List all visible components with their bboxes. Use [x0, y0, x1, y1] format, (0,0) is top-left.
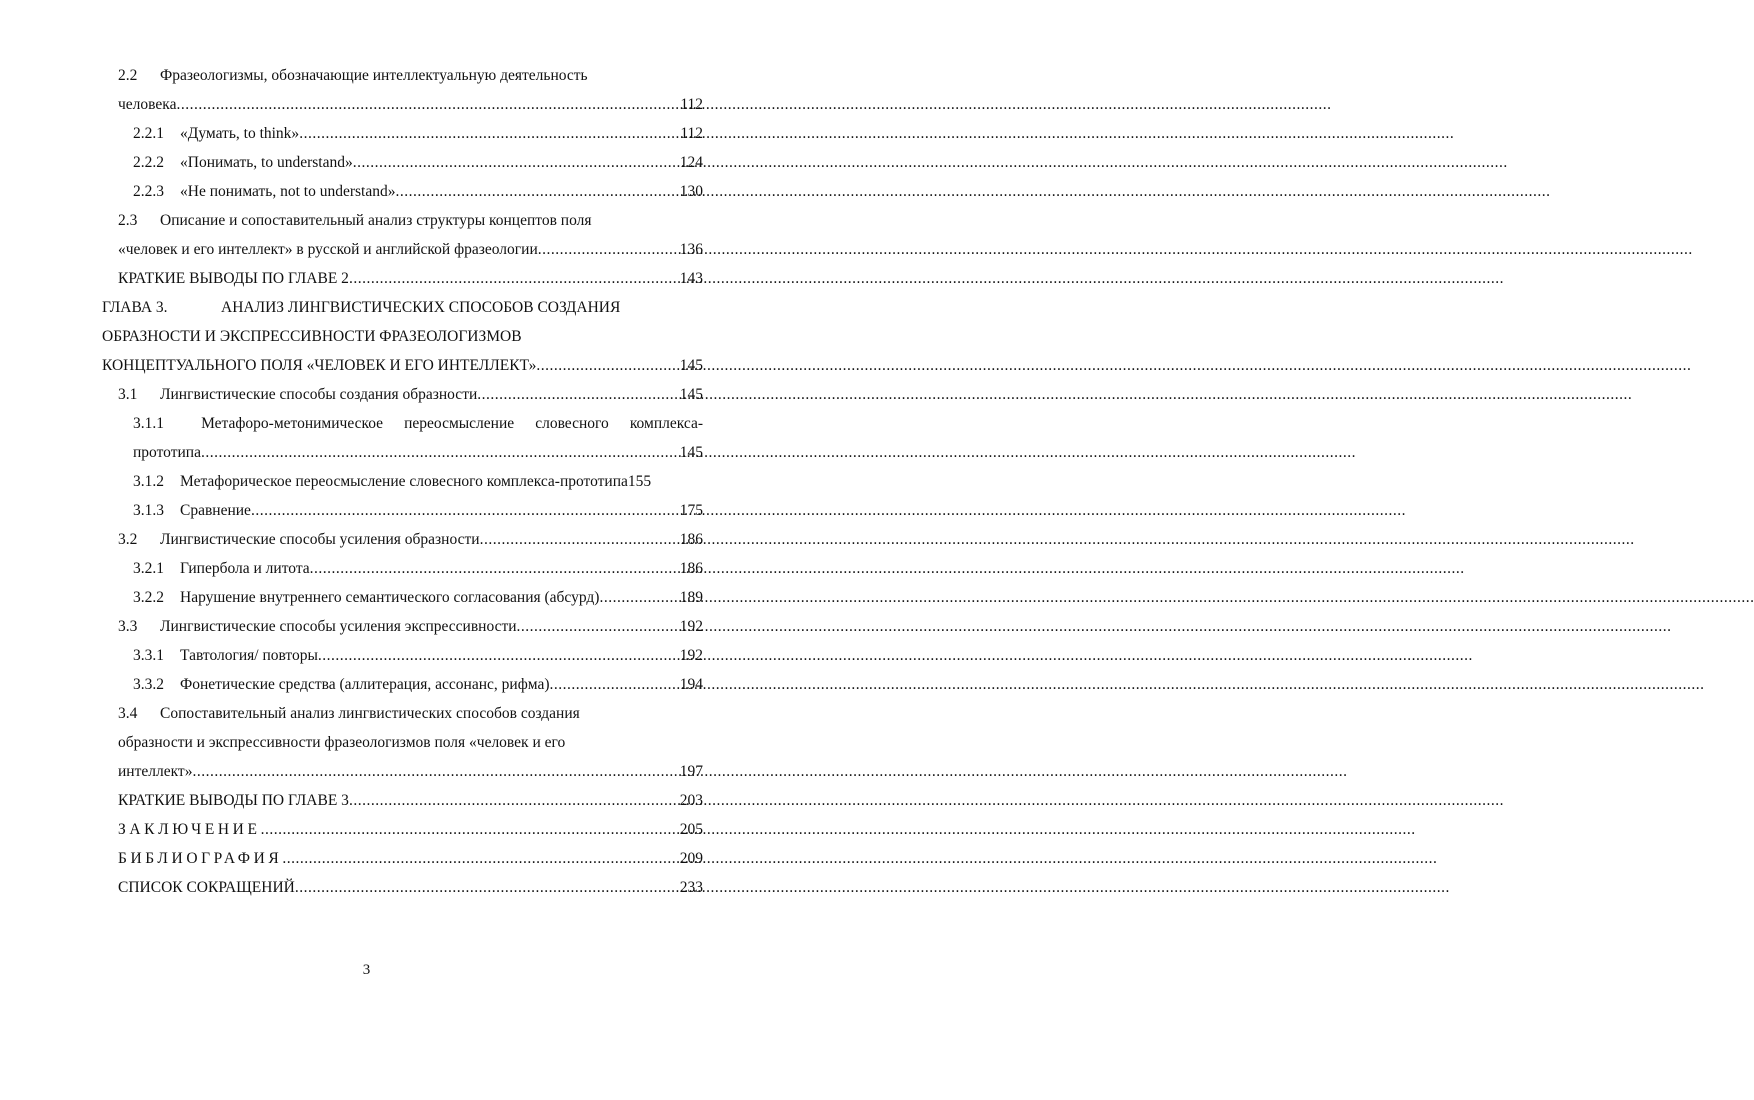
toc-entry-2-2	[118, 66, 703, 86]
toc-entry-summary-ch3	[118, 791, 703, 811]
toc-page-number: 145	[679, 444, 703, 461]
toc-entry-number: 3.2.2	[133, 589, 164, 606]
toc-entry-title-cont: «человек и его интеллект» в русской и английской фразеологии	[118, 241, 538, 258]
toc-entry-number: 3.3.1	[133, 647, 164, 664]
toc-entry-3-1-1	[133, 414, 703, 434]
toc-entry-word: словесного	[535, 415, 609, 432]
toc-entry-title: Фразеологизмы, обозначающие интеллектуальную деятельность	[160, 67, 588, 84]
toc-entry-title-cont: образности и экспрессивности фразеологизмов поля «человек и его	[118, 734, 566, 751]
toc-entry-2-2-2	[133, 153, 703, 173]
toc-entry-title: Нарушение внутреннего семантического согласования (абсурд)	[180, 589, 600, 606]
toc-page-number: 136	[679, 241, 703, 258]
toc-entry-title: Лингвистические способы усиления экспрессивности	[160, 618, 517, 635]
toc-page-number: 112	[680, 125, 703, 142]
toc-entry-abbreviations	[118, 878, 703, 898]
toc-entry-3-2-1	[133, 559, 703, 579]
toc-entry-number: 3.1.2	[133, 473, 164, 490]
page-number: 3	[362, 962, 371, 978]
toc-page-number: 189	[679, 589, 703, 606]
toc-entry-3-2-2	[133, 588, 703, 608]
toc-entry-2-2-1	[133, 124, 703, 144]
toc-page-number: 145	[679, 386, 703, 403]
toc-entry-number: 3.4	[118, 705, 138, 722]
toc-leader-dots	[261, 820, 679, 840]
toc-leader-dots	[517, 617, 679, 637]
toc-entry-3-2	[118, 530, 703, 550]
toc-entry-title: Гипербола и литота	[180, 560, 310, 577]
toc-leader-dots	[251, 501, 679, 521]
toc-leader-dots	[310, 559, 679, 579]
toc-entry-number: 2.2	[118, 67, 138, 84]
toc-entry-title-cont: КОНЦЕПТУАЛЬНОГО ПОЛЯ «ЧЕЛОВЕК И ЕГО ИНТЕЛЛЕКТ»	[102, 357, 537, 374]
toc-leader-dots	[599, 588, 678, 608]
toc-entry-3-4-cont2	[118, 762, 703, 782]
toc-entry-3-1-1-cont	[133, 443, 703, 463]
toc-entry-title-cont: интеллект»	[118, 763, 193, 780]
toc-leader-dots	[318, 646, 679, 666]
toc-entry-word: комплекса-	[629, 415, 703, 432]
toc-entry-title: Описание и сопоставительный анализ структуры концептов поля	[160, 212, 592, 229]
toc-leader-dots	[395, 182, 678, 202]
toc-entry-2-2-3	[133, 182, 703, 202]
toc-leader-dots	[536, 356, 678, 376]
toc-leader-dots	[480, 530, 679, 550]
toc-page-number: 186	[679, 531, 703, 548]
toc-leader-dots	[477, 385, 678, 405]
toc-entry-title: «Не понимать, not to understand»	[180, 183, 396, 200]
toc-entry-2-3	[118, 211, 703, 231]
toc-entry-title: КРАТКИЕ ВЫВОДЫ ПО ГЛАВЕ 2	[118, 270, 349, 287]
toc-entry-chapter-3-cont1	[102, 327, 703, 347]
toc-page-number: 203	[679, 792, 703, 809]
toc-page-number: 192	[679, 618, 703, 635]
toc-entry-3-1	[118, 385, 703, 405]
toc-entry-title: «Понимать, to understand»	[180, 154, 353, 171]
toc-entry-3-3	[118, 617, 703, 637]
toc-leader-dots	[353, 153, 679, 173]
toc-leader-dots	[282, 849, 678, 869]
toc-page-number: 209	[679, 850, 703, 867]
toc-entry-conclusion	[118, 820, 703, 840]
toc-leader-dots	[176, 95, 679, 115]
toc-entry-title: АНАЛИЗ ЛИНГВИСТИЧЕСКИХ СПОСОБОВ СОЗДАНИЯ	[221, 299, 621, 316]
toc-entry-number: 3.3.2	[133, 676, 164, 693]
toc-entry-3-3-2	[133, 675, 703, 695]
toc-entry-title: Лингвистические способы усиления образности	[160, 531, 480, 548]
toc-entry-title: ЗАКЛЮЧЕНИЕ	[118, 821, 261, 838]
toc-page-number: 124	[679, 154, 703, 171]
toc-entry-number: 3.1.1	[133, 415, 164, 432]
toc-entry-number: 3.3	[118, 618, 138, 635]
toc-entry-title: Сравнение	[180, 502, 251, 519]
toc-leader-dots	[192, 762, 678, 782]
toc-entry-number: ГЛАВА 3.	[102, 299, 168, 316]
toc-entry-2-3-cont	[118, 240, 703, 260]
toc-entry-3-1-3	[133, 501, 703, 521]
toc-entry-summary-ch2	[118, 269, 703, 289]
toc-leader-dots	[299, 124, 679, 144]
toc-page-number: 145	[679, 357, 703, 374]
toc-page-number: 197	[679, 763, 703, 780]
toc-entry-title: СПИСОК СОКРАЩЕНИЙ	[118, 879, 295, 896]
toc-entry-title-cont: ОБРАЗНОСТИ И ЭКСПРЕССИВНОСТИ ФРАЗЕОЛОГИЗМОВ	[102, 328, 522, 345]
toc-entry-number: 3.2.1	[133, 560, 164, 577]
toc-entry-3-4	[118, 704, 703, 724]
toc-leader-dots	[295, 878, 679, 898]
toc-page-number: 194	[679, 676, 703, 693]
toc-page-number: 143	[679, 270, 703, 287]
toc-entry-number: 3.1.3	[133, 502, 164, 519]
toc-page-number: 155	[627, 473, 652, 490]
toc-leader-dots	[201, 443, 679, 463]
toc-entry-number: 2.3	[118, 212, 138, 229]
toc-entry-number: 2.2.2	[133, 154, 164, 171]
toc-entry-number: 2.2.3	[133, 183, 164, 200]
toc-entry-title-cont: человека	[118, 96, 177, 113]
toc-entry-chapter-3	[102, 298, 703, 318]
toc-leader-dots	[550, 675, 679, 695]
toc-page-number: 205	[679, 821, 703, 838]
toc-page-number: 175	[679, 502, 703, 519]
toc-entry-title-cont: прототипа	[133, 444, 201, 461]
toc-page-number: 186	[679, 560, 703, 577]
toc-entry-number: 2.2.1	[133, 125, 164, 142]
toc-entry-word: переосмысление	[404, 415, 515, 432]
toc-page-number: 192	[679, 647, 703, 664]
toc-entry-number: 3.2	[118, 531, 138, 548]
toc-entry-title: БИБЛИОГРАФИЯ	[118, 850, 283, 867]
toc-page-number: 130	[679, 183, 703, 200]
toc-leader-dots	[349, 269, 679, 289]
toc-entry-word: Метафоро-метонимическое	[201, 415, 384, 432]
toc-entry-3-1-2	[133, 472, 713, 492]
toc-entry-chapter-3-cont2	[102, 356, 703, 376]
toc-entry-title: «Думать, to think»	[180, 125, 300, 142]
toc-entry-title: Лингвистические способы создания образности	[160, 386, 478, 403]
toc-leader-dots	[349, 791, 679, 811]
toc-entry-title: Метафорическое переосмысление словесного комплекса-прототипа	[180, 473, 628, 490]
toc-entry-bibliography	[118, 849, 703, 869]
toc-page-number: 233	[679, 879, 703, 896]
toc-page-number: 112	[680, 96, 703, 113]
toc-entry-3-3-1	[133, 646, 703, 666]
toc-leader-dots	[538, 240, 679, 260]
document-page	[0, 0, 733, 1100]
toc-entry-number: 3.1	[118, 386, 138, 403]
toc-entry-title: Тавтология/ повторы	[180, 647, 318, 664]
toc-entry-title: Фонетические средства (аллитерация, ассонанс, рифма)	[180, 676, 550, 693]
toc-entry-3-4-cont1	[118, 733, 703, 753]
toc-entry-title: КРАТКИЕ ВЫВОДЫ ПО ГЛАВЕ 3	[118, 792, 349, 809]
toc-entry-2-2-cont	[118, 95, 703, 115]
toc-entry-title: Сопоставительный анализ лингвистических способов создания	[160, 705, 580, 722]
